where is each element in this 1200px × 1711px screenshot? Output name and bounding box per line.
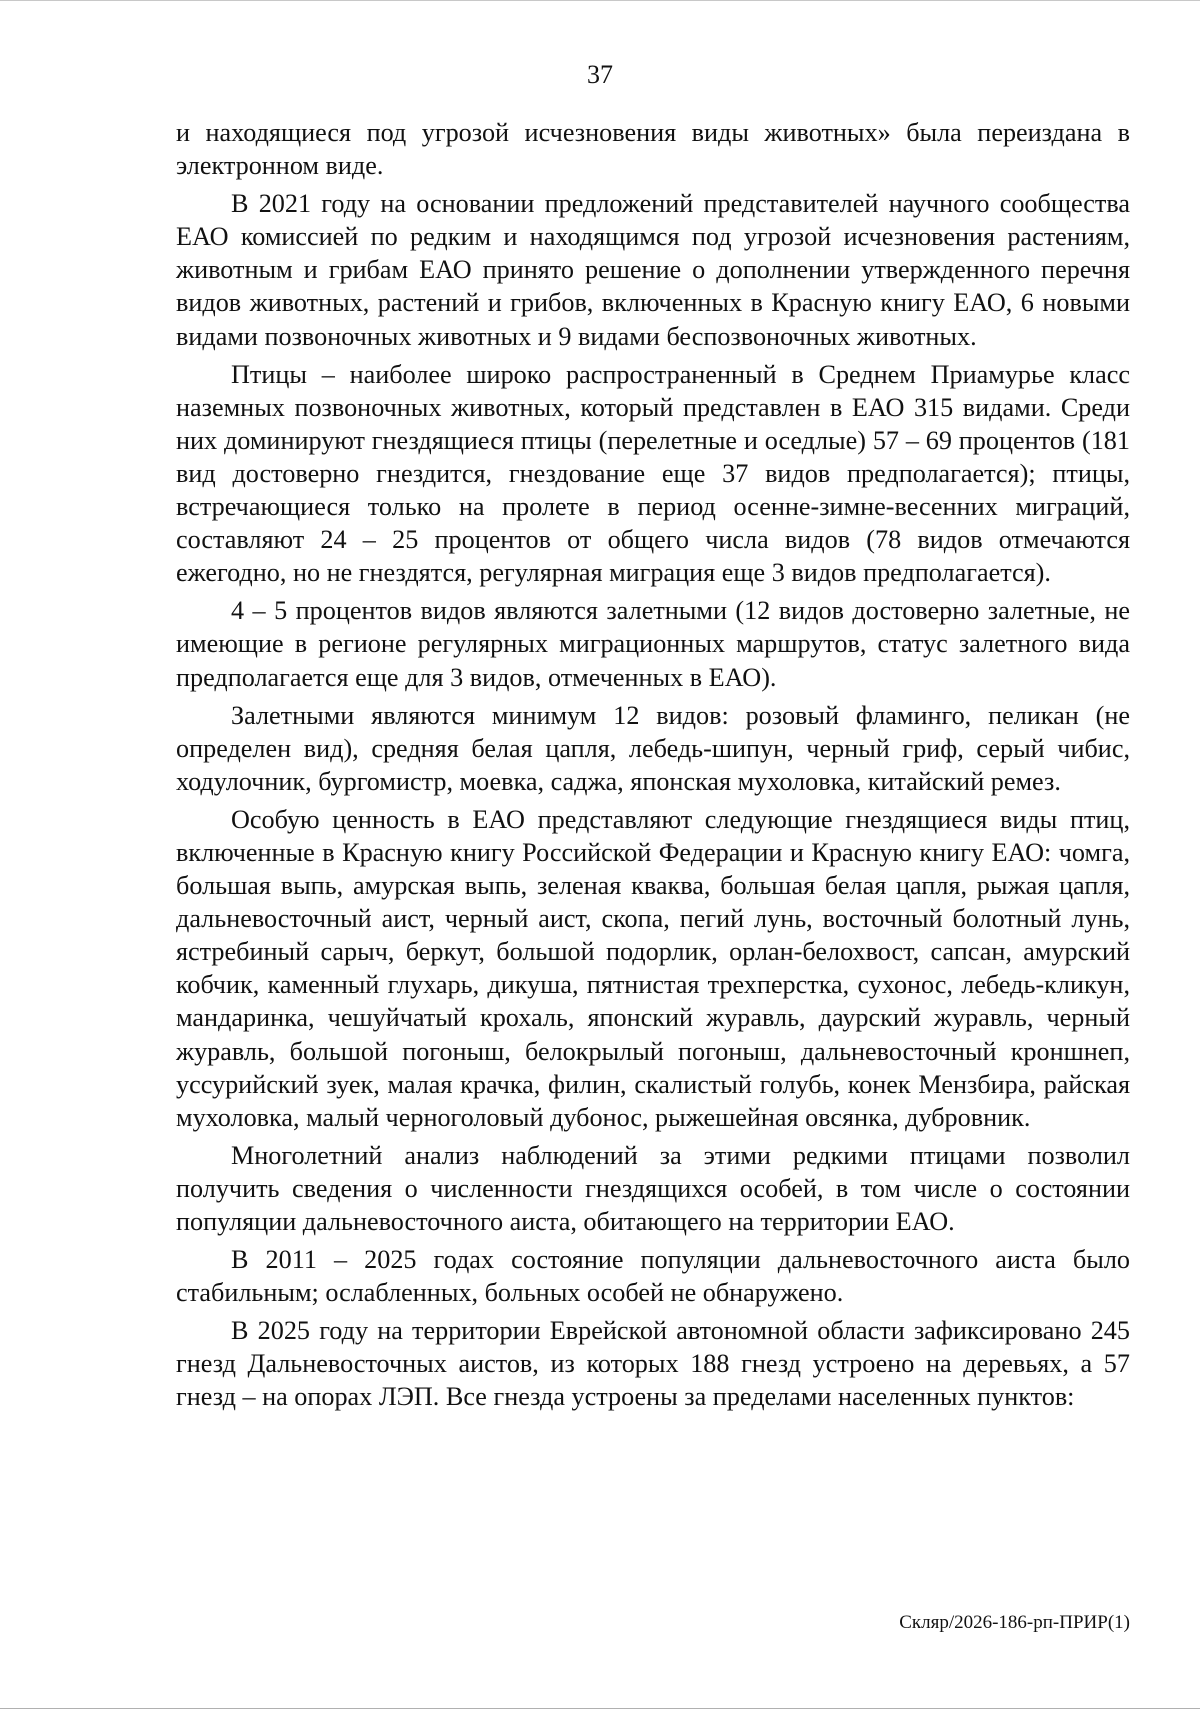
- paragraph: и находящиеся под угрозой исчезновения виды животных» была переиздана в электронном виде.: [176, 118, 1130, 181]
- paragraph: Залетными являются минимум 12 видов: розовый фламинго, пеликан (не определен вид), средняя белая цапля, лебедь-шипун, черный гриф, серый чибис, ходулочник, бургомистр, моевка, саджа, японская мухоловка, китайский ремез.: [176, 700, 1130, 796]
- paragraph: Птицы – наиболее широко распространенный в Среднем Приамурье класс наземных позвоночных животных, который представлен в ЕАО 315 видами. Среди них доминируют гнездящиеся птицы (перелетные и оседлые) 57 – 69 процентов (181 вид достоверно гнездится, гнездование еще 37 видов предполагается); птицы, встречающиеся только на пролете в период осенне-зимне-весенних миграций, составляют 24 – 25 процентов от общего числа видов (78 видов отмечаются ежегодно, но не гнездятся, регулярная миграция еще 3 видов предполагается).: [176, 359, 1130, 588]
- paragraph: Многолетний анализ наблюдений за этими редкими птицами позволил получить сведения о численности гнездящихся особей, в том числе о состоянии популяции дальневосточного аиста, обитающего на территории ЕАО.: [176, 1140, 1130, 1236]
- paragraph: 4 – 5 процентов видов являются залетными (12 видов достоверно залетные, не имеющие в регионе регулярных миграционных маршрутов, статус залетного вида предполагается еще для 3 видов, отмеченных в ЕАО).: [176, 596, 1130, 692]
- paragraph: Особую ценность в ЕАО представляют следующие гнездящиеся виды птиц, включенные в Красную книгу Российской Федерации и Красную книгу ЕАО: чомга, большая выпь, амурская выпь, зеленая кваква, большая белая цапля, рыжая цапля, дальневосточный аист, черный аист, скопа, пегий лунь, восточный болотный лунь, ястребиный сарыч, беркут, большой подорлик, орлан-белохвост, сапсан, амурский кобчик, каменный глухарь, дикуша, пятнистая трехперстка, сухонос, лебедь-кликун, мандаринка, чешуйчатый крохаль, японский журавль, даурский журавль, черный журавль, большой погоныш, белокрылый погоныш, дальневосточный кроншнеп, уссурийский зуек, малая крачка, филин, скалистый голубь, конек Мензбира, райская мухоловка, малый черноголовый дубонос, рыжешейная овсянка, дубровник.: [176, 804, 1130, 1132]
- scan-edge-top: [0, 0, 1200, 5]
- document-body: [176, 116, 1130, 1414]
- scan-edge-bottom: [0, 1708, 1200, 1709]
- paragraph: В 2021 году на основании предложений представителей научного сообщества ЕАО комиссией по редким и находящимся под угрозой исчезновения растениям, животным и грибам ЕАО принято решение о дополнении утвержденного перечня видов животных, растений и грибов, включенных в Красную книгу ЕАО, 6 новыми видами позвоночных животных и 9 видами беспозвоночных животных.: [176, 189, 1130, 351]
- paragraph: В 2011 – 2025 годах состояние популяции дальневосточного аиста было стабильным; ослабленных, больных особей не обнаружено.: [176, 1245, 1130, 1308]
- paragraph: В 2025 году на территории Еврейской автономной области зафиксировано 245 гнезд Дальневосточных аистов, из которых 188 гнезд устроено на деревьях, а 57 гнезд – на опорах ЛЭП. Все гнезда устроены за пределами населенных пунктов:: [176, 1316, 1130, 1412]
- page-number: 37: [587, 60, 613, 89]
- document-footer-code: Скляр/2026-186-рп-ПРИР(1): [899, 1612, 1130, 1633]
